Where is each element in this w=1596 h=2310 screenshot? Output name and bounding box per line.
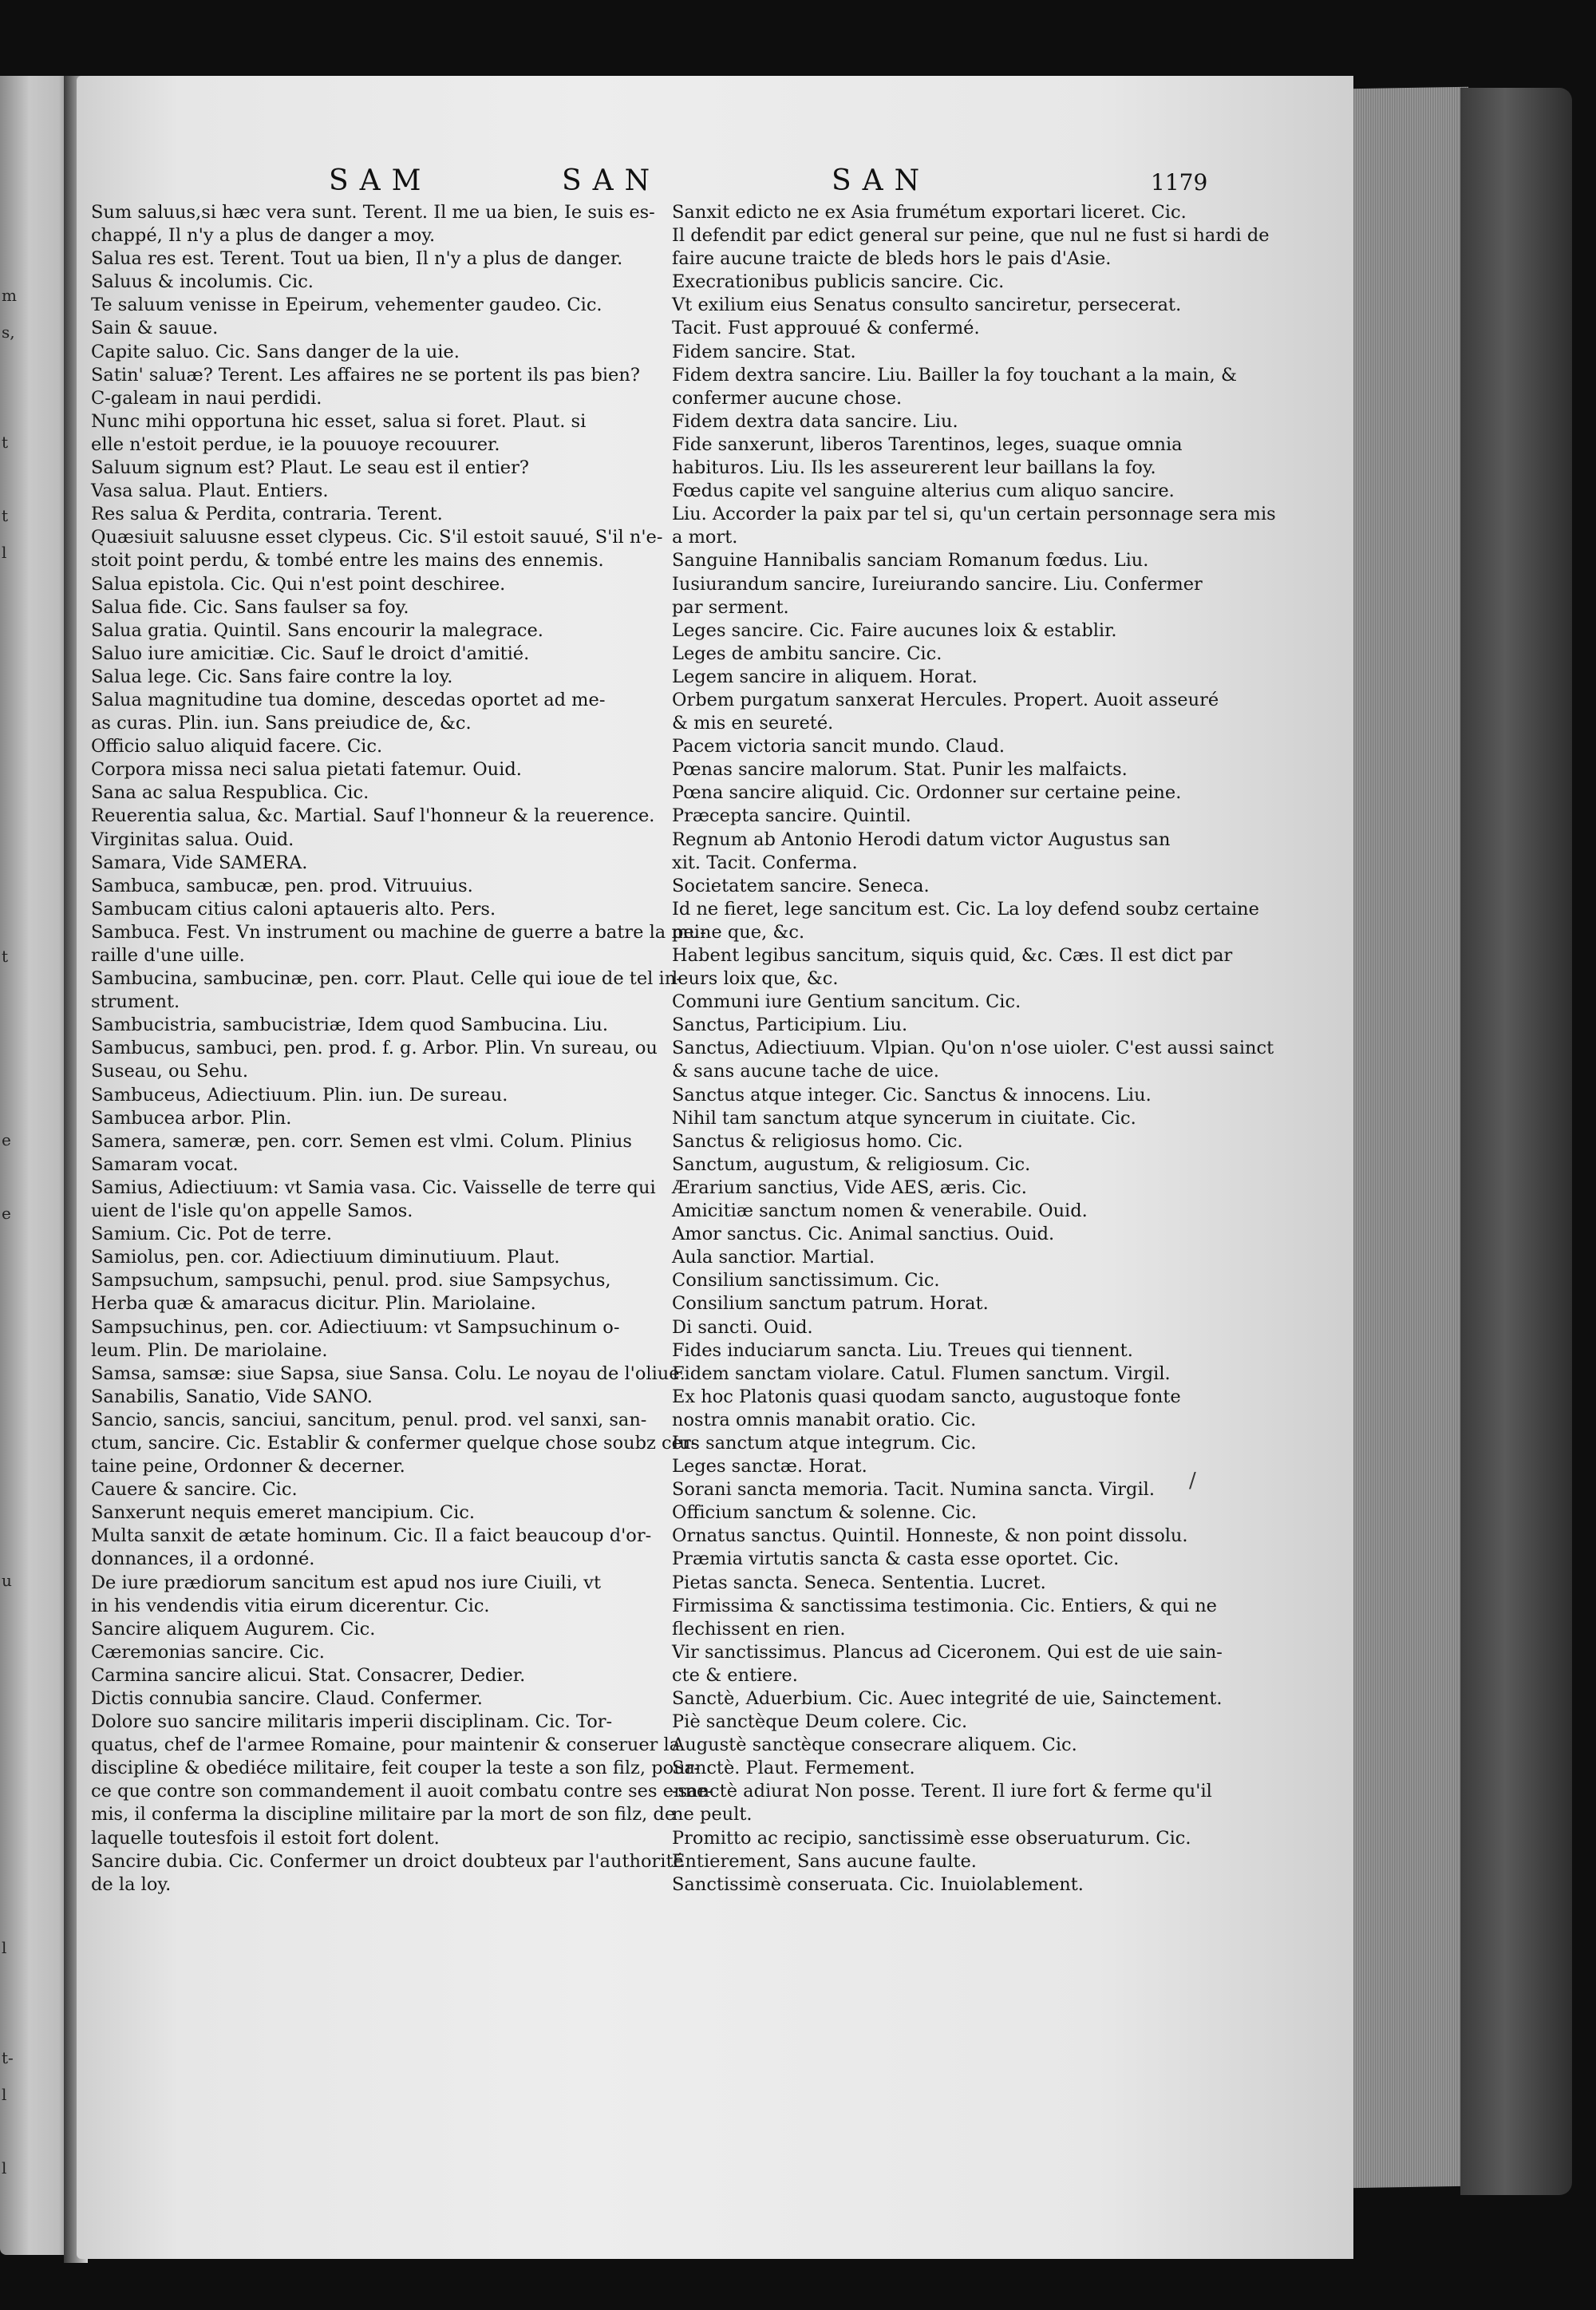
entry-line: Salua fide. Cic. Sans faulser sa foy.: [91, 596, 409, 618]
entry-line: Execrationibus publicis sancire. Cic.: [672, 271, 1005, 293]
entry-line: confermer aucune chose.: [672, 387, 903, 409]
entry-line: ctum, sancire. Cic. Establir & confermer quelque chose soubz cer-: [91, 1432, 697, 1454]
entry-line: Samsa, samsæ: siue Sapsa, siue Sansa. Colu. Le noyau de l'oliue.: [91, 1363, 685, 1384]
entry-line: Sampsuchum, sampsuchi, penul. prod. siue Sampsychus,: [91, 1270, 611, 1291]
entry-line: ce que contre son commandement il auoit combatu contre ses enne-: [91, 1781, 713, 1802]
entry-line: Sanctum, augustum, & religiosum. Cic.: [672, 1153, 1031, 1175]
entry-line: Herba quæ & amaracus dicitur. Plin. Mariolaine.: [91, 1293, 536, 1315]
entry-line: flechissent en rien.: [672, 1618, 846, 1640]
entry-line: in his vendendis vitia eirum dicerentur. Cic.: [91, 1595, 490, 1616]
entry-line: Vasa salua. Plaut. Entiers.: [91, 481, 329, 502]
entry-line: Multa sanxit de ætate hominum. Cic. Il a faict beaucoup d'or-: [91, 1525, 652, 1547]
entry-line: Leges sancire. Cic. Faire aucunes loix & establir.: [672, 619, 1117, 641]
entry-line: Capite saluo. Cic. Sans danger de la uie.: [91, 341, 460, 362]
entry-line: Promitto ac recipio, sanctissimè esse obseruaturum. Cic.: [672, 1827, 1191, 1849]
entry-line: Fidem sancire. Stat.: [672, 341, 856, 362]
entry-line: laquelle toutesfois il estoit fort dolent.: [91, 1827, 440, 1849]
entry-line: Sambuca, sambucæ, pen. prod. Vitruuius.: [91, 875, 473, 896]
entry-line: Sanctè, Aduerbium. Cic. Auec integrité de uie, Sainctement.: [672, 1688, 1223, 1709]
entry-line: Samiolus, pen. cor. Adiectiuum diminutiuum. Plaut.: [91, 1247, 560, 1268]
entry-line: Sum saluus,si hæc vera sunt. Terent. Il me ua bien, Ie suis es-: [91, 202, 655, 223]
entry-line: Sambuceus, Adiectiuum. Plin. iun. De sureau.: [91, 1084, 508, 1106]
entry-line: a mort.: [672, 527, 738, 548]
entry-line: Sancire aliquem Augurem. Cic.: [91, 1618, 376, 1640]
entry-line: Samius, Adiectiuum: vt Samia vasa. Cic. Vaisselle de terre qui: [91, 1177, 656, 1198]
entry-line: Pœna sancire aliquid. Cic. Ordonner sur certaine peine.: [672, 782, 1182, 804]
entry-line: Fidem sanctam violare. Catul. Flumen sanctum. Virgil.: [672, 1363, 1171, 1384]
entry-line: stoit point perdu, & tombé entre les mains des ennemis.: [91, 550, 604, 572]
entry-line: Piè sanctèque Deum colere. Cic.: [672, 1711, 968, 1733]
entry-line: Leges sanctæ. Horat.: [672, 1456, 867, 1477]
entry-line: Societatem sancire. Seneca.: [672, 875, 930, 896]
entry-line: Præcepta sancire. Quintil.: [672, 805, 911, 827]
entry-line: Aula sanctior. Martial.: [672, 1247, 875, 1268]
entry-line: Iusiurandum sancire, Iureiurando sancire. Liu. Confermer: [672, 573, 1203, 595]
entry-line: elle n'estoit perdue, ie la pouuoye recouurer.: [91, 433, 500, 455]
entry-line: Sanctè. Plaut. Fermement.: [672, 1758, 915, 1779]
entry-line: Satin' saluæ? Terent. Les affaires ne se portent ils pas bien?: [91, 364, 640, 386]
entry-line: Consilium sanctissimum. Cic.: [672, 1270, 940, 1291]
entry-line: faire aucune traicte de bleds hors le pais d'Asie.: [672, 248, 1112, 270]
entry-line: Sanxit edicto ne ex Asia frumétum exportari liceret. Cic.: [672, 202, 1187, 223]
entry-line: Salua epistola. Cic. Qui n'est point deschiree.: [91, 573, 506, 595]
entry-line: as curas. Plin. iun. Sans preiudice de, &c.: [91, 713, 472, 734]
right-column: [672, 201, 1276, 1897]
entry-line: Cæremonias sancire. Cic.: [91, 1641, 325, 1663]
entry-line: uient de l'isle qu'on appelle Samos.: [91, 1200, 413, 1222]
entry-line: Di sancti. Ouid.: [672, 1316, 813, 1338]
entry-line: Samara, Vide SAMERA.: [91, 852, 308, 873]
running-head-middle: SAN: [562, 164, 662, 197]
entry-line: Officio saluo aliquid facere. Cic.: [91, 736, 383, 757]
entry-line: & mis en seureté.: [672, 713, 834, 734]
entry-line: taine peine, Ordonner & decerner.: [91, 1456, 405, 1477]
entry-line: Salua gratia. Quintil. Sans encourir la malegrace.: [91, 619, 543, 641]
entry-line: Amicitiæ sanctum nomen & venerabile. Ouid.: [672, 1200, 1088, 1222]
entry-line: Sambucam citius caloni aptaueris alto. Pers.: [91, 898, 496, 920]
entry-line: par serment.: [672, 596, 789, 618]
entry-line: Legem sancire in aliquem. Horat.: [672, 666, 978, 687]
entry-line: Amor sanctus. Cic. Animal sanctius. Ouid.: [672, 1224, 1055, 1245]
entry-line: Augustè sanctèque consecrare aliquem. Cic.: [672, 1734, 1077, 1756]
entry-line: Sanxerunt nequis emeret mancipium. Cic.: [91, 1502, 476, 1524]
entry-line: Sanctissimè conseruata. Cic. Inuiolablement.: [672, 1873, 1084, 1895]
entry-line: Sain & sauue.: [91, 318, 219, 339]
entry-line: Fidem dextra sancire. Liu. Bailler la foy touchant a la main, &: [672, 364, 1237, 386]
entry-line: Regnum ab Antonio Herodi datum victor Augustus san: [672, 829, 1171, 850]
entry-line: Sambucina, sambucinæ, pen. corr. Plaut. Celle qui ioue de tel in-: [91, 968, 682, 990]
page-edges: [1349, 87, 1468, 2189]
entry-line: Sanctus, Adiectiuum. Vlpian. Qu'on n'ose uioler. C'est aussi sainct: [672, 1038, 1274, 1059]
entry-line: ne peult.: [672, 1804, 753, 1825]
entry-line: Præmia virtutis sancta & casta esse oportet. Cic.: [672, 1549, 1120, 1570]
entry-line: & sans aucune tache de uice.: [672, 1061, 939, 1082]
entry-line: chappé, Il n'y a plus de danger a moy.: [91, 225, 436, 247]
entry-line: Firmissima & sanctissima testimonia. Cic. Entiers, & qui ne: [672, 1595, 1217, 1616]
entry-line: Fidem dextra data sancire. Liu.: [672, 410, 958, 432]
entry-line: Reuerentia salua, &c. Martial. Sauf l'honneur & la reuerence.: [91, 805, 655, 827]
entry-line: Salua res est. Terent. Tout ua bien, Il n'y a plus de danger.: [91, 248, 623, 270]
entry-line: Tacit. Fust approuué & confermé.: [672, 318, 980, 339]
entry-line: Sancire dubia. Cic. Confermer un droict doubteux par l'authorité: [91, 1850, 684, 1872]
entry-line: Carmina sancire alicui. Stat. Consacrer, Dedier.: [91, 1664, 526, 1686]
entry-line: Saluus & incolumis. Cic.: [91, 271, 314, 293]
entry-line: Orbem purgatum sanxerat Hercules. Propert. Auoit asseuré: [672, 689, 1219, 710]
entry-line: C-galeam in naui perdidi.: [91, 387, 322, 409]
left-page-margin-text: m s, t t l t e e u l t- l l: [2, 286, 17, 2177]
entry-line: Nihil tam sanctum atque syncerum in ciuitate. Cic.: [672, 1107, 1136, 1129]
entry-line: Il defendit par edict general sur peine, que nul ne fust si hardi de: [672, 225, 1270, 247]
entry-line: Id ne fieret, lege sancitum est. Cic. La loy defend soubz certaine: [672, 898, 1259, 920]
entry-line: de la loy.: [91, 1873, 172, 1895]
entry-line: Samera, sameræ, pen. corr. Semen est vlmi. Colum. Plinius: [91, 1130, 632, 1152]
entry-line: -sanctè adiurat Non posse. Terent. Il iure fort & ferme qu'il: [672, 1781, 1212, 1802]
entry-line: Sampsuchinus, pen. cor. Adiectiuum: vt Sampsuchinum o-: [91, 1316, 620, 1338]
entry-line: Vir sanctissimus. Plancus ad Ciceronem. Qui est de uie sain-: [672, 1641, 1223, 1663]
entry-line: xit. Tacit. Conferma.: [672, 852, 858, 873]
margin-mark: /: [1189, 1469, 1196, 1493]
entry-line: Fœdus capite vel sanguine alterius cum aliquo sancire.: [672, 481, 1175, 502]
entry-line: Sambucea arbor. Plin.: [91, 1107, 292, 1129]
entry-line: Ex hoc Platonis quasi quodam sancto, augustoque fonte: [672, 1386, 1181, 1407]
entry-line: donnances, il a ordonné.: [91, 1549, 315, 1570]
entry-line: Pacem victoria sancit mundo. Claud.: [672, 736, 1005, 757]
entry-line: quatus, chef de l'armee Romaine, pour maintenir & conseruer la: [91, 1734, 681, 1756]
entry-line: habituros. Liu. Ils les asseurerent leur baillans la foy.: [672, 457, 1156, 479]
entry-line: peine que, &c.: [672, 921, 805, 943]
entry-line: mis, il conferma la discipline militaire par la mort de son filz, de: [91, 1804, 676, 1825]
entry-line: Te saluum venisse in Epeirum, vehementer gaudeo. Cic.: [91, 295, 602, 316]
entry-line: Liu. Accorder la paix par tel si, qu'un certain personnage sera mis: [672, 504, 1276, 525]
entry-line: raille d'une uille.: [91, 945, 245, 966]
running-head-right: SAN: [832, 164, 931, 197]
entry-line: cte & entiere.: [672, 1664, 798, 1686]
entry-line: Nunc mihi opportuna hic esset, salua si foret. Plaut. si: [91, 410, 587, 432]
entry-line: Samium. Cic. Pot de terre.: [91, 1224, 332, 1245]
entry-line: Sanctus & religiosus homo. Cic.: [672, 1130, 963, 1152]
running-head-left: SAM: [329, 164, 433, 197]
entry-line: leurs loix que, &c.: [672, 968, 839, 990]
entry-line: Fide sanxerunt, liberos Tarentinos, leges, suaque omnia: [672, 433, 1183, 455]
page-number: 1179: [1151, 169, 1208, 196]
entry-line: Dictis connubia sancire. Claud. Confermer.: [91, 1688, 483, 1709]
entry-line: Cauere & sancire. Cic.: [91, 1479, 298, 1501]
left-page: [0, 76, 73, 2255]
entry-line: Sanguine Hannibalis sanciam Romanum fœdus. Liu.: [672, 550, 1149, 572]
entry-line: Habent legibus sancitum, siquis quid, &c. Cæs. Il est dict par: [672, 945, 1233, 966]
entry-line: Salua lege. Cic. Sans faire contre la loy.: [91, 666, 453, 687]
entry-line: discipline & obediéce militaire, feit couper la teste a son filz, pour-: [91, 1758, 701, 1779]
entry-line: Entierement, Sans aucune faulte.: [672, 1850, 977, 1872]
entry-line: Sambucistria, sambucistriæ, Idem quod Sambucina. Liu.: [91, 1015, 609, 1036]
entry-line: Fides induciarum sancta. Liu. Treues qui tiennent.: [672, 1339, 1133, 1361]
entry-line: Leges de ambitu sancire. Cic.: [672, 643, 942, 664]
entry-line: Sana ac salua Respublica. Cic.: [91, 782, 369, 804]
entry-line: Sanctus atque integer. Cic. Sanctus & innocens. Liu.: [672, 1084, 1152, 1106]
entry-line: Corpora missa neci salua pietati fatemur. Ouid.: [91, 759, 522, 781]
entry-line: Sanctus, Participium. Liu.: [672, 1015, 908, 1036]
entry-line: Res salua & Perdita, contraria. Terent.: [91, 504, 443, 525]
entry-line: Dolore suo sancire militaris imperii disciplinam. Cic. Tor-: [91, 1711, 613, 1733]
entry-line: Sambuca. Fest. Vn instrument ou machine de guerre a batre la mu-: [91, 921, 706, 943]
entry-line: Sambucus, sambuci, pen. prod. f. g. Arbor. Plin. Vn sureau, ou: [91, 1038, 658, 1059]
book-cover: [1460, 88, 1572, 2195]
entry-line: Sorani sancta memoria. Tacit. Numina sancta. Virgil.: [672, 1479, 1155, 1501]
entry-line: Consilium sanctum patrum. Horat.: [672, 1293, 989, 1315]
entry-line: Ius sanctum atque integrum. Cic.: [672, 1432, 977, 1454]
entry-line: leum. Plin. De mariolaine.: [91, 1339, 328, 1361]
entry-line: De iure prædiorum sancitum est apud nos iure Ciuili, vt: [91, 1572, 601, 1593]
entry-line: Sanabilis, Sanatio, Vide SANO.: [91, 1386, 373, 1407]
entry-line: Pœnas sancire malorum. Stat. Punir les malfaicts.: [672, 759, 1128, 781]
entry-line: Communi iure Gentium sancitum. Cic.: [672, 991, 1021, 1013]
entry-line: Officium sanctum & solenne. Cic.: [672, 1502, 978, 1524]
entry-line: Saluo iure amicitiæ. Cic. Sauf le droict d'amitié.: [91, 643, 530, 664]
entry-line: strument.: [91, 991, 180, 1013]
entry-line: Vt exilium eius Senatus consulto sanciretur, persecerat.: [672, 295, 1182, 316]
entry-line: Salua magnitudine tua domine, descedas oportet ad me-: [91, 689, 606, 710]
entry-line: Samaram vocat.: [91, 1153, 239, 1175]
entry-line: Saluum signum est? Plaut. Le seau est il entier?: [91, 457, 529, 479]
entry-line: Sancio, sancis, sanciui, sancitum, penul. prod. vel sanxi, san-: [91, 1409, 647, 1430]
entry-line: Quæsiuit saluusne esset clypeus. Cic. S'il estoit sauué, S'il n'e-: [91, 527, 663, 548]
entry-line: Ornatus sanctus. Quintil. Honneste, & non point dissolu.: [672, 1525, 1188, 1547]
entry-line: Pietas sancta. Seneca. Sententia. Lucret.: [672, 1572, 1046, 1593]
entry-line: Virginitas salua. Ouid.: [91, 829, 294, 850]
entry-line: nostra omnis manabit oratio. Cic.: [672, 1409, 977, 1430]
entry-line: Suseau, ou Sehu.: [91, 1061, 249, 1082]
entry-line: Ærarium sanctius, Vide AES, æris. Cic.: [672, 1177, 1027, 1198]
